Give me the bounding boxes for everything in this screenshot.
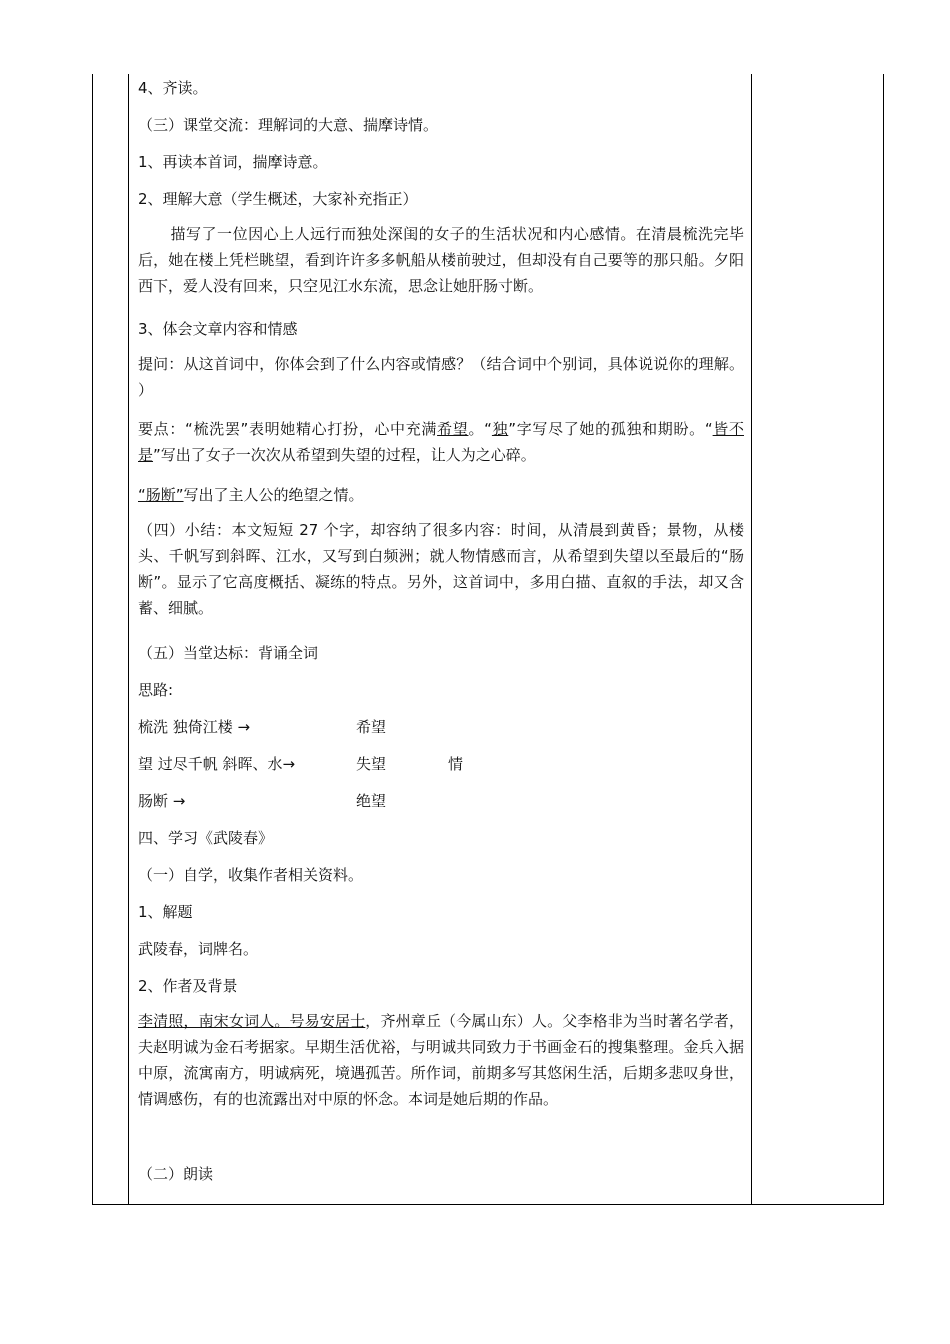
paragraph-summary — [138, 221, 744, 299]
column-divider-right — [751, 74, 752, 1205]
outline-row-2: 望 过尽千帆 斜晖、水→ — [138, 755, 296, 773]
text-line: 武陵春，词牌名。 — [138, 940, 259, 958]
section-heading: 四、学习《武陵春》 — [138, 829, 274, 847]
section-heading: （一）自学，收集作者相关资料。 — [138, 866, 364, 884]
underlined-text: 号易安居士 — [289, 1012, 366, 1030]
underlined-text: 独 — [491, 420, 509, 438]
section-heading: （三）课堂交流：理解词的大意、揣摩诗情。 — [138, 116, 439, 134]
paragraph-question: 提问：从这首词中，你体会到了什么内容或情感？（结合词中个别词，具体说说你的理解。 ） — [138, 355, 744, 399]
paragraph-keypoints — [138, 416, 744, 468]
outline-row-3: 肠断 → — [138, 792, 186, 810]
text-span: 要点：“梳洗罢”表明她精心打扮，心中充满 — [138, 420, 438, 438]
outline-emotion-3: 绝望 — [356, 792, 387, 810]
outline-emotion-1: 希望 — [356, 718, 387, 736]
paragraph-conclusion: （四）小结：本文短短 27 个字，却容纳了很多内容：时间，从清晨到黄昏；景物，从楼头、千帆写到斜晖、江水，又写到白频洲；就人物情感而言，从希望到失望以至最后的“肠断”。显示了它高度概括、凝练的特点。另外，这首词中，多用白描、直叙的手法，却又含蓄、细腻。 — [138, 521, 744, 617]
text-line: 2、理解大意（学生概述，大家补充指正） — [138, 190, 418, 208]
text-span: ，齐州章丘（今属山东）人。父李格非为当时著名学者，夫赵明诚为金石考据家。早期生活优裕，与明诚共同致力于书画金石的搜集整理。金兵入据中原，流寓南方，明诚病死，境遇孤苦。所作词，前期多写其悠闲生活，后期多悲叹身世，情调感伤，有的也流露出对中原的怀念。本词是她后期的作品。 — [138, 1012, 744, 1108]
text-span: 。“ — [468, 420, 492, 438]
text-line: 4、齐读。 — [138, 79, 208, 97]
text-span: 写出了主人公的绝望之情。 — [183, 486, 364, 504]
section-heading: （五）当堂达标：背诵全词 — [138, 644, 319, 662]
text-line: 2、作者及背景 — [138, 977, 238, 995]
outline-row-1: 梳洗 独倚江楼 → — [138, 718, 251, 736]
outline-emotion-2: 失望 — [356, 755, 387, 773]
underlined-text: 李清照，南宋女词人。 — [138, 1012, 290, 1030]
underlined-text: 皆不是 — [138, 420, 744, 464]
outline-label: 情 — [448, 755, 464, 773]
column-divider-left — [128, 74, 129, 1205]
text-span: ”字写尽了她的孤独和期盼。“ — [508, 420, 713, 438]
text-line — [138, 485, 364, 505]
text-line: 思路: — [138, 681, 174, 699]
section-heading: （二）朗读 — [138, 1165, 214, 1183]
underlined-text: “肠断” — [138, 486, 184, 504]
text-line: 1、解题 — [138, 903, 193, 921]
underlined-text: 希望 — [437, 420, 469, 438]
text-line: 3、体会文章内容和情感 — [138, 320, 298, 338]
text-line: 1、再读本首词，揣摩诗意。 — [138, 153, 328, 171]
paragraph-text: 描写了一位因心上人远行而独处深闺的女子的生活状况和内心感情。在清晨梳洗完毕后，她在楼上凭栏眺望，看到许许多多帆船从楼前驶过，但却没有自己要等的那只船。夕阳西下，爱人没有回来，只空见江水东流，思念让她肝肠寸断。 — [138, 225, 744, 295]
paragraph-author — [138, 1008, 744, 1112]
text-span: ”写出了女子一次次从希望到失望的过程，让人为之心碎。 — [153, 446, 536, 464]
